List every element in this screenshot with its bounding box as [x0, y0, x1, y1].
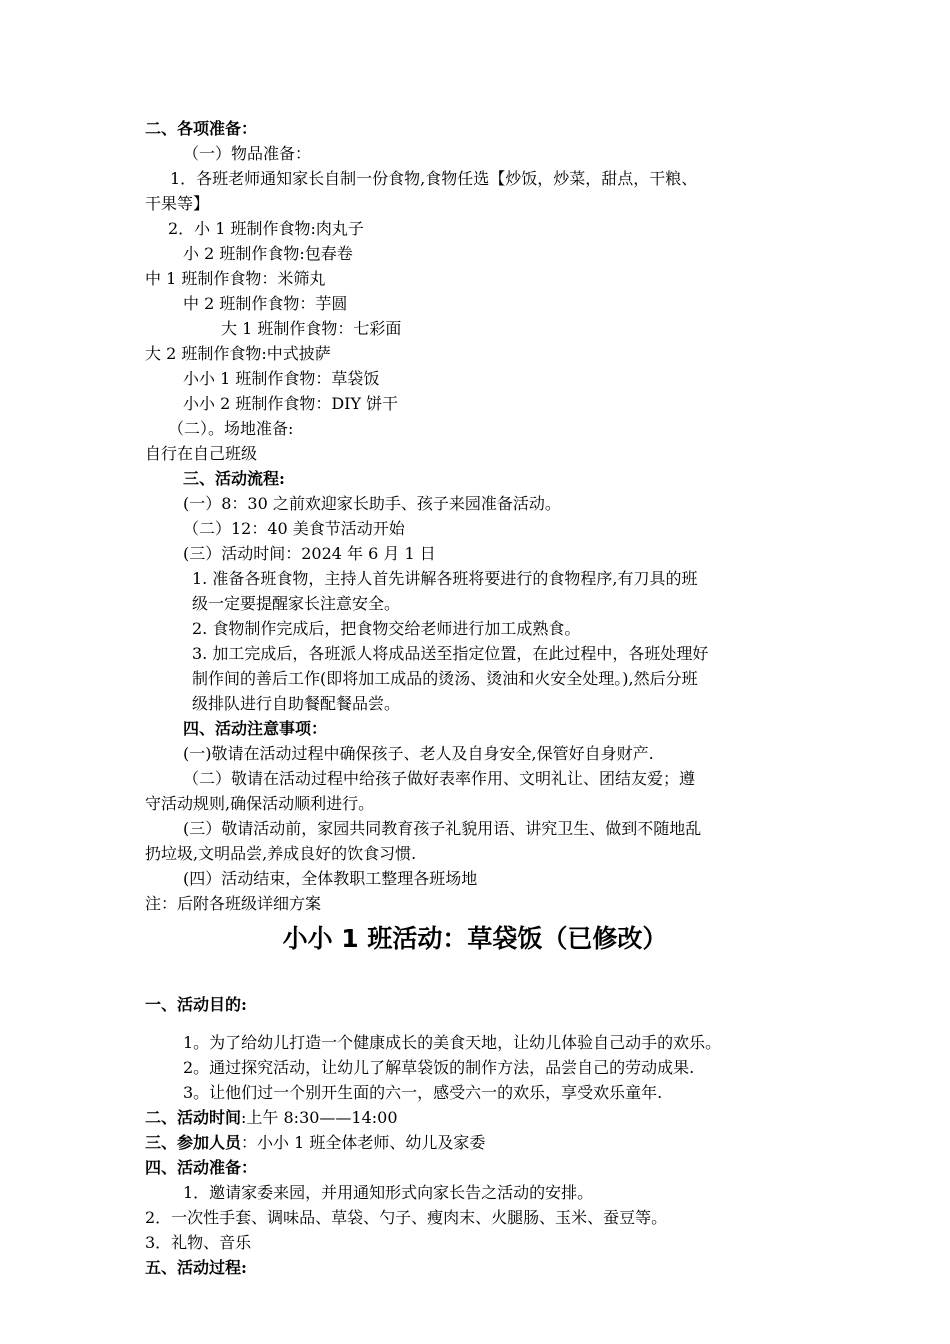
plan-goal: 2。通过探究活动，让幼儿了解草袋饭的制作方法，品尝自己的劳动成果. — [183, 1058, 695, 1077]
process-step-1-line1: 1. 准备各班食物，主持人首先讲解各班将要进行的食物程序,有刀具的班 — [192, 569, 698, 588]
note-2-line2: 守活动规则,确保活动顺利进行。 — [145, 794, 375, 813]
plan-process-heading: 五、活动过程: — [145, 1258, 247, 1277]
section-heading-preparation: 二、各项准备： — [145, 119, 258, 138]
plan-title: 小小 1 班活动：草袋饭（已修改） — [282, 924, 668, 953]
process-step-3-line1: 3. 加工完成后，各班派人将成品送至指定位置，在此过程中，各班处理好 — [192, 644, 709, 663]
note-1: (一)敬请在活动过程中确保孩子、老人及自身安全,保管好自身财产. — [183, 744, 654, 763]
plan-time-value: :上午 8:30——14:00 — [241, 1108, 398, 1127]
plan-time — [145, 1108, 398, 1128]
food-line: 大 1 班制作食物：七彩面 — [221, 319, 402, 338]
plan-prep-item: 2．一次性手套、调味品、草袋、勺子、瘦肉末、火腿肠、玉米、蚕豆等。 — [145, 1208, 668, 1227]
plan-time-label: 二、活动时间 — [145, 1108, 242, 1127]
section-heading-notes: 四、活动注意事项： — [183, 719, 328, 738]
plan-people — [145, 1133, 485, 1153]
prep-item-1-line2: 干果等】 — [145, 194, 210, 213]
plan-goal: 3。让他们过一个别开生面的六一，感受六一的欢乐，享受欢乐童年. — [183, 1083, 663, 1102]
food-line: 中 1 班制作食物：米筛丸 — [145, 269, 326, 288]
process-step-2: 2. 食物制作完成后，把食物交给老师进行加工成熟食。 — [192, 619, 581, 638]
note-3-line1: (三）敬请活动前，家园共同教育孩子礼貌用语、讲究卫生、做到不随地乱 — [183, 819, 702, 838]
plan-prep-heading: 四、活动准备： — [145, 1158, 258, 1177]
prep-item-2: 2．小 1 班制作食物:肉丸子 — [168, 219, 364, 238]
plan-prep-item: 1．邀请家委来园，并用通知形式向家长告之活动的安排。 — [183, 1183, 594, 1202]
prep-item-1-line1: 1．各班老师通知家长自制一份食物,食物任选【炒饭，炒菜，甜点，干粮、 — [170, 169, 698, 188]
footnote: 注：后附各班级详细方案 — [145, 894, 322, 913]
food-line: 小小 1 班制作食物：草袋饭 — [183, 369, 380, 388]
food-line: 小 2 班制作食物:包春卷 — [183, 244, 353, 263]
process-line: (三）活动时间：2024 年 6 月 1 日 — [183, 544, 436, 563]
section-heading-process: 三、活动流程: — [183, 469, 285, 488]
note-3-line2: 扔垃圾,文明品尝,养成良好的饮食习惯. — [145, 844, 417, 863]
food-line: 大 2 班制作食物:中式披萨 — [145, 344, 331, 363]
process-step-1-line2: 级一定要提醒家长注意安全。 — [192, 594, 401, 613]
plan-goal: 1。为了给幼儿打造一个健康成长的美食天地，让幼儿体验自己动手的欢乐。 — [183, 1033, 722, 1052]
food-line: 中 2 班制作食物：芋圆 — [183, 294, 348, 313]
venue-prep-text: 自行在自己班级 — [145, 444, 258, 463]
process-line: （二）12：40 美食节活动开始 — [183, 519, 405, 538]
note-2-line1: （二）敬请在活动过程中给孩子做好表率作用、文明礼让、团结友爱；遵 — [183, 769, 696, 788]
process-line: (一）8：30 之前欢迎家长助手、孩子来园准备活动。 — [183, 494, 561, 513]
plan-people-label: 三、参加人员 — [145, 1133, 242, 1152]
process-step-3-line3: 级排队进行自助餐配餐品尝。 — [192, 694, 401, 713]
process-step-3-line2: 制作间的善后工作(即将加工成品的烫汤、烫油和火安全处理。),然后分班 — [192, 669, 698, 688]
plan-people-value: ：小小 1 班全体老师、幼儿及家委 — [241, 1133, 486, 1152]
food-line: 小小 2 班制作食物：DIY 饼干 — [183, 394, 399, 413]
venue-prep-heading: （二）。场地准备: — [168, 419, 294, 438]
note-4: (四）活动结束，全体教职工整理各班场地 — [183, 869, 478, 888]
plan-goal-heading: 一、活动目的: — [145, 995, 247, 1014]
plan-prep-item: 3．礼物、音乐 — [145, 1233, 252, 1252]
items-prep-heading: （一）物品准备： — [183, 144, 312, 163]
